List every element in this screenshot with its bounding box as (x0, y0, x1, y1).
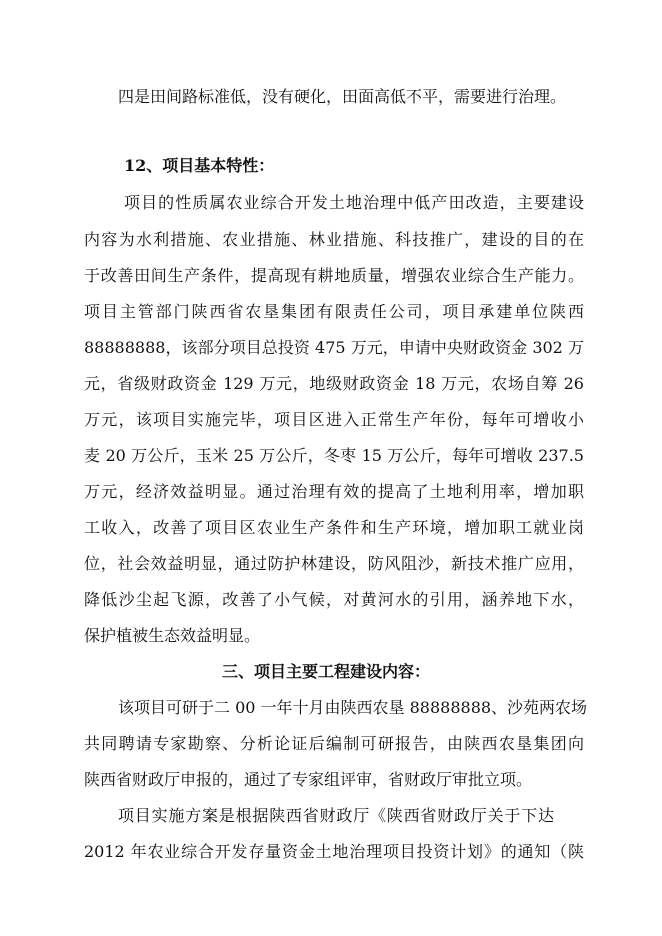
paragraph-line: 工收入，改善了项目区农业生产条件和生产环境，增加职工就业岗 (84, 518, 584, 537)
paragraph-line: 2012 年农业综合开发存量资金土地治理项目投资计划》的通知（陕 (84, 842, 584, 861)
paragraph-line: 万元，经济效益明显。通过治理有效的提高了土地利用率，增加职 (84, 482, 584, 501)
paragraph-line: 内容为水利措施、农业措施、林业措施、科技推广，建设的目的在 (84, 230, 584, 249)
paragraph-line: 于改善田间生产条件，提高现有耕地质量，增强农业综合生产能力。 (84, 266, 584, 285)
paragraph-line: 位，社会效益明显，通过防护林建设，防风阻沙，新技术推广应用， (84, 554, 584, 573)
paragraph-line: 万元，该项目实施完毕，项目区进入正常生产年份，每年可增收小 (84, 410, 584, 429)
paragraph-line: 麦 20 万公斤，玉米 25 万公斤，冬枣 15 万公斤，每年可增收 237.5 (84, 446, 584, 465)
intro-paragraph-line: 四是田间路标准低，没有硬化，田面高低不平，需要进行治理。 (118, 87, 567, 106)
paragraph-line: 降低沙尘起飞源，改善了小气候，对黄河水的引用，涵养地下水， (84, 590, 584, 609)
paragraph-line: 保护植被生态效益明显。 (84, 626, 261, 645)
paragraph-line: 项目的性质属农业综合开发土地治理中低产田改造，主要建设 (124, 193, 584, 212)
paragraph-line: 该项目可研于二 00 一年十月由陕西农垦 88888888、沙苑两农场 (118, 698, 588, 717)
paragraph-line: 陕西省财政厅申报的，通过了专家组评审，省财政厅审批立项。 (84, 770, 533, 789)
paragraph-line: 项目实施方案是根据陕西省财政厅《陕西省财政厅关于下达 (118, 806, 554, 825)
paragraph-line: 88888888，该部分项目总投资 475 万元，申请中央财政资金 302 万 (84, 338, 584, 357)
paragraph-line: 元，省级财政资金 129 万元，地级财政资金 18 万元，农场自筹 26 (84, 374, 584, 393)
section-heading-12: 12、项目基本特性： (124, 156, 275, 175)
paragraph-line: 项目主管部门陕西省农垦集团有限责任公司，项目承建单位陕西 (84, 302, 584, 321)
section-heading-3: 三、项目主要工程建设内容： (222, 662, 431, 681)
paragraph-line: 共同聘请专家勘察、分析论证后编制可研报告，由陕西农垦集团向 (84, 734, 584, 753)
